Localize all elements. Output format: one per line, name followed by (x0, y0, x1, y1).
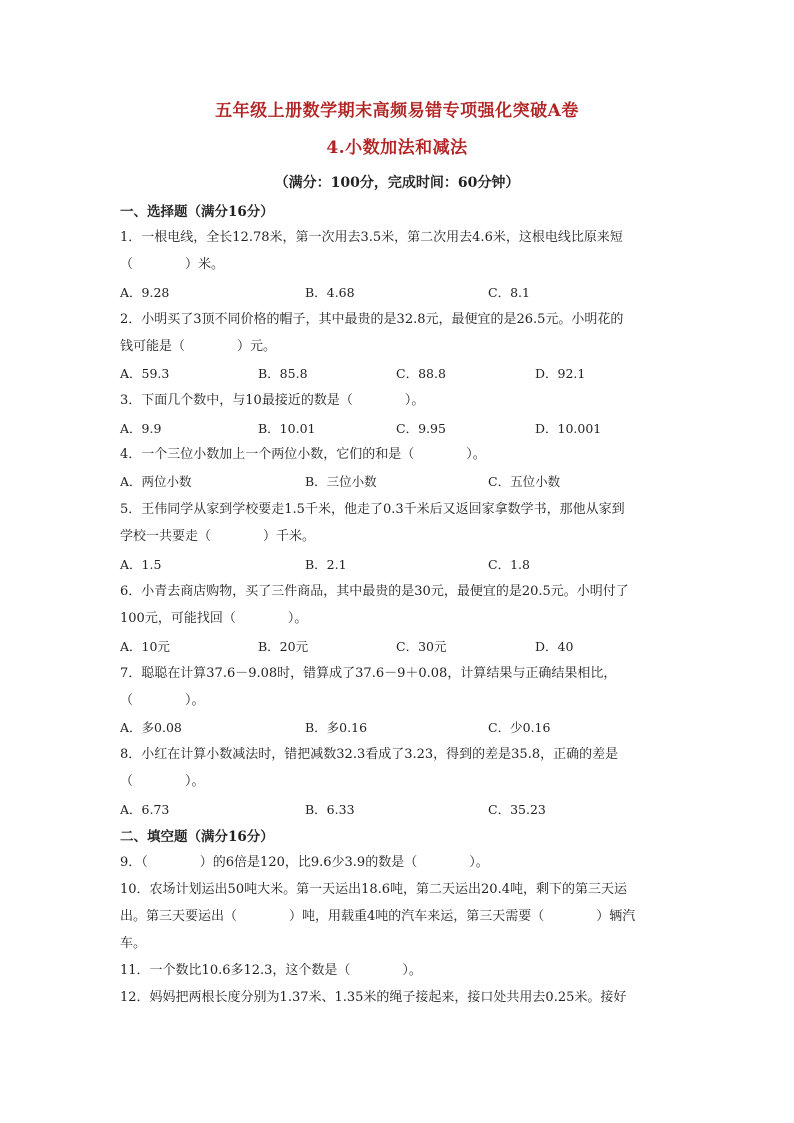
option-b[interactable]: B．85.8 (258, 366, 308, 381)
question-text: 11．一个数比10.6多12.3，这个数是（ ）。 (120, 963, 422, 978)
question-text: 10．农场计划运出50吨大米。第一天运出18.6吨，第二天运出20.4吨，剩下的第三天运 (120, 882, 627, 897)
question-text: 4．一个三位小数加上一个两位小数，它们的和是（ ）。 (120, 447, 486, 462)
option-c[interactable]: C．8.1 (488, 285, 530, 300)
options-q5 (120, 555, 680, 575)
option-c[interactable]: C．五位小数 (488, 474, 561, 489)
question-text: 100元，可能找回（ ）。 (120, 611, 308, 626)
option-c[interactable]: C．少0.16 (488, 720, 551, 735)
option-b[interactable]: B．多0.16 (305, 720, 368, 735)
option-b[interactable]: B．4.68 (305, 285, 355, 300)
question-text: （ ）。 (120, 774, 205, 789)
question-text: 钱可能是（ ）元。 (120, 339, 277, 354)
question-text: （ ）。 (120, 693, 205, 708)
option-c[interactable]: C．9.95 (396, 421, 446, 436)
options-q4 (120, 472, 680, 492)
options-q3 (120, 419, 680, 439)
question-text: 3．下面几个数中，与10最接近的数是（ ）。 (120, 393, 425, 408)
option-a[interactable]: A．两位小数 (120, 474, 192, 489)
option-b[interactable]: B．三位小数 (305, 474, 377, 489)
question-text: 2．小明买了3顶不同价格的帽子，其中最贵的是32.8元，最便宜的是26.5元。小明花的 (120, 312, 624, 327)
question-text: 出。第三天要运出（ ）吨，用载重4吨的汽车来运，第三天需要（ ）辆汽 (120, 909, 636, 924)
question-11 (120, 957, 680, 984)
question-3 (120, 387, 680, 414)
option-d[interactable]: D．40 (535, 639, 574, 654)
option-a[interactable]: A．9.28 (120, 285, 170, 300)
option-c[interactable]: C．35.23 (488, 802, 546, 817)
option-a[interactable]: A．多0.08 (120, 720, 182, 735)
exam-title: 五年级上册数学期末高频易错专项强化突破A卷 (215, 101, 579, 121)
option-a[interactable]: A．59.3 (120, 366, 170, 381)
question-2 (120, 306, 680, 360)
question-text: 9．（ ）的6倍是120，比9.6少3.9的数是（ ）。 (120, 855, 489, 870)
option-b[interactable]: B．6.33 (305, 802, 355, 817)
section-fill-title: 二、填空题（满分16分） (120, 829, 274, 845)
question-9 (120, 849, 680, 876)
option-a[interactable]: A．10元 (120, 639, 170, 654)
option-c[interactable]: C．30元 (396, 639, 447, 654)
question-text: （ ）米。 (120, 257, 225, 272)
option-d[interactable]: D．10.001 (535, 421, 602, 436)
question-1 (120, 224, 680, 278)
question-text: 1．一根电线，全长12.78米，第一次用去3.5米，第二次用去4.6米，这根电线比原来短 (120, 230, 623, 245)
section-choice-title: 一、选择题（满分16分） (120, 204, 274, 220)
option-a[interactable]: A．1.5 (120, 557, 162, 572)
question-text: 车。 (120, 936, 147, 951)
question-5 (120, 496, 680, 550)
exam-subtitle: 4.小数加法和减法 (326, 138, 468, 158)
options-q2 (120, 364, 680, 384)
option-b[interactable]: B．10.01 (258, 421, 316, 436)
question-text: 7．聪聪在计算37.6－9.08时，错算成了37.6－9＋0.08，计算结果与正确结果相比， (120, 666, 617, 681)
option-a[interactable]: A．6.73 (120, 802, 170, 817)
question-10 (120, 876, 680, 957)
option-a[interactable]: A．9.9 (120, 421, 162, 436)
options-q6 (120, 637, 680, 657)
option-c[interactable]: C．88.8 (396, 366, 446, 381)
question-text: 6．小青去商店购物，买了三件商品，其中最贵的是30元，最便宜的是20.5元。小明付了 (120, 584, 629, 599)
option-b[interactable]: B．2.1 (305, 557, 347, 572)
options-q1 (120, 283, 680, 303)
question-7 (120, 660, 680, 714)
options-q7 (120, 718, 680, 738)
question-text: 12．妈妈把两根长度分别为1.37米、1.35米的绳子接起来，接口处共用去0.25米。接好 (120, 990, 627, 1005)
options-q8 (120, 800, 680, 820)
option-d[interactable]: D．92.1 (535, 366, 586, 381)
question-4 (120, 441, 680, 468)
question-8 (120, 741, 680, 795)
question-6 (120, 578, 680, 632)
option-b[interactable]: B．20元 (258, 639, 309, 654)
question-text: 学校一共要走（ ）千米。 (120, 529, 316, 544)
exam-info: （满分：100分，完成时间：60分钟） (274, 175, 520, 191)
question-text: 5．王伟同学从家到学校要走1.5千米，他走了0.3千米后又返回家拿数学书，那他从家到 (120, 502, 625, 517)
question-12 (120, 984, 680, 1011)
option-c[interactable]: C．1.8 (488, 557, 530, 572)
question-text: 8．小红在计算小数减法时，错把减数32.3看成了3.23，得到的差是35.8，正确的差是 (120, 747, 619, 762)
